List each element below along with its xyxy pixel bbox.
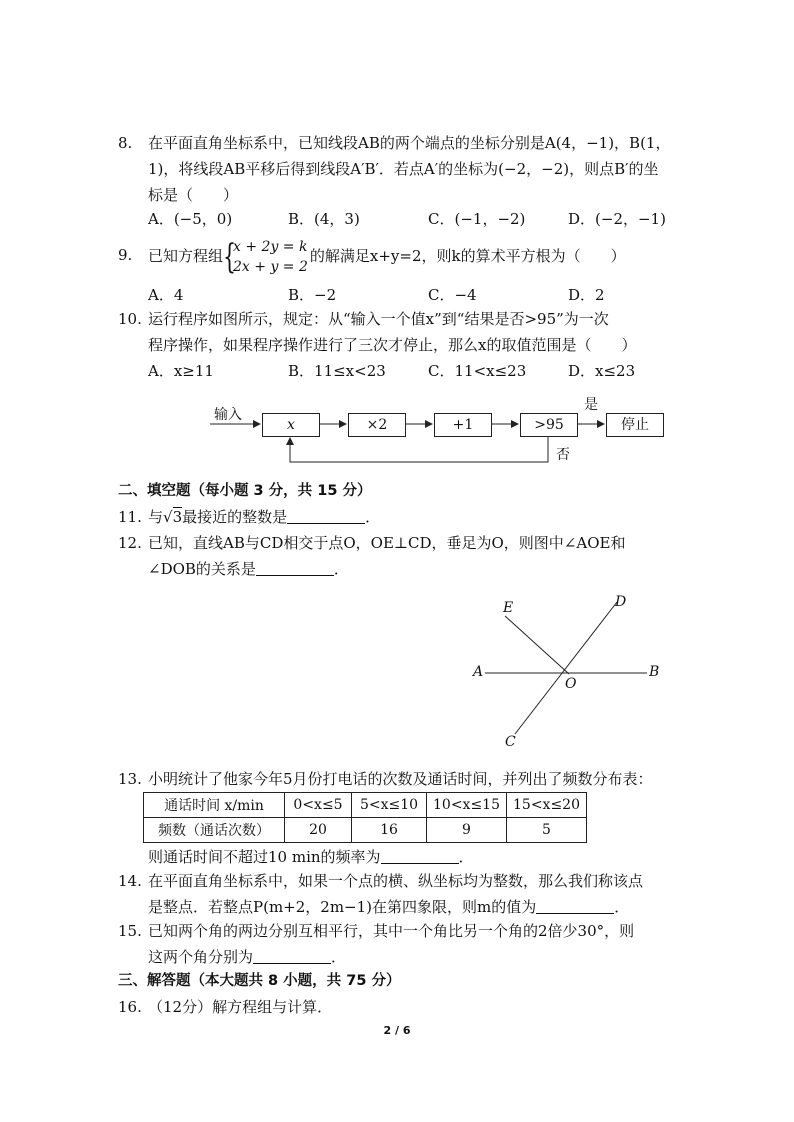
line-cd — [515, 602, 617, 734]
question-number: 11. — [118, 508, 142, 526]
equation-system — [223, 237, 308, 277]
question-text-line: 在平面直角坐标系中，已知线段AB的两个端点的坐标分别是A(4，−1)，B(1， — [148, 134, 671, 152]
question-9 — [118, 236, 678, 277]
question-text: 最接近的整数是 — [182, 508, 288, 526]
options-9 — [148, 282, 688, 308]
question-text: ． — [333, 560, 349, 578]
question-16 — [118, 994, 678, 1020]
question-12 — [118, 530, 678, 582]
question-number: 14. — [118, 872, 142, 890]
table-cell: 0<x≤5 — [285, 793, 352, 818]
option-d: D．(−2，−1) — [568, 210, 666, 228]
flow-no-label: 否 — [556, 447, 570, 463]
flow-yes-label: 是 — [584, 397, 598, 413]
flow-box-multiply: ×2 — [348, 413, 406, 437]
table-cell: 20 — [285, 818, 352, 843]
option-d: D．x≤23 — [568, 362, 636, 380]
table-cell: 5 — [507, 818, 587, 843]
question-8 — [118, 130, 678, 208]
question-text: 与 — [148, 508, 164, 526]
table-cell: 频数（通话次数） — [144, 818, 285, 843]
answer-blank — [253, 947, 331, 964]
flow-box-input-x: x — [262, 413, 320, 437]
question-10 — [118, 306, 678, 358]
question-11 — [118, 504, 678, 530]
question-text-line: 已知两个角的两边分别互相平行，其中一个角比另一个角的2倍少30°，则 — [148, 922, 635, 940]
question-text-line: 标是（ ） — [148, 186, 239, 204]
question-text-line: （12分）解方程组与计算． — [148, 998, 333, 1016]
question-text: ． — [365, 508, 381, 526]
question-text-line: ∠DOB的关系是 — [148, 560, 256, 578]
label-c: C — [505, 734, 516, 750]
radicand: 3 — [172, 508, 183, 526]
table-row — [144, 818, 587, 843]
option-b: B．(4，3) — [288, 210, 360, 228]
question-text-line: 在平面直角坐标系中，如果一个点的横、纵坐标均为整数，那么我们称该点 — [148, 872, 644, 890]
question-text: ． — [614, 898, 630, 916]
question-text: ． — [458, 848, 474, 866]
table-cell: 16 — [352, 818, 427, 843]
question-14 — [118, 868, 678, 920]
answer-blank — [256, 559, 334, 576]
equation-1: x + 2y = k — [233, 239, 308, 255]
section-2-title: 二、填空题（每小题 3 分，共 15 分） — [118, 483, 372, 499]
option-b: B．11≤x<23 — [288, 362, 386, 380]
table-cell: 15<x≤20 — [507, 793, 587, 818]
question-text: ． — [331, 948, 347, 966]
page-number: 2 / 6 — [383, 1024, 411, 1037]
question-text-line: 小明统计了他家今年5月份打电话的次数及通话时间，并列出了频数分布表： — [148, 770, 653, 788]
question-number: 12. — [118, 534, 142, 552]
option-a: A．4 — [148, 286, 184, 304]
question-text-line: 程序操作，如果程序操作进行了三次才停止，那么x的取值范围是（ ） — [148, 336, 637, 354]
question-text-line: 是整点．若整点P(m+2，2m−1)在第四象限，则m的值为 — [148, 898, 537, 916]
frequency-table — [143, 792, 587, 843]
question-number: 15. — [118, 922, 142, 940]
flow-box-compare: >95 — [520, 413, 578, 437]
question-number: 13. — [118, 770, 142, 788]
label-b: B — [649, 664, 660, 680]
question-text: 的解满足x+y=2，则k的算术平方根为（ ） — [309, 247, 626, 265]
table-header-row — [144, 793, 587, 818]
table-cell: 通话时间 x/min — [144, 793, 285, 818]
label-d: D — [615, 594, 627, 610]
answer-blank — [381, 847, 459, 864]
question-text-line: 这两个角分别为 — [148, 948, 254, 966]
question-text: 已知方程组 — [148, 247, 224, 265]
label-a: A — [473, 664, 484, 680]
flow-input-label: 输入 — [214, 407, 242, 423]
table-cell: 9 — [427, 818, 507, 843]
question-13 — [118, 766, 678, 792]
question-text-line: 已知，直线AB与CD相交于点O，OE⊥CD，垂足为O，则图中∠AOE和 — [148, 534, 626, 552]
option-b: B．−2 — [288, 286, 337, 304]
option-a: A．(−5，0) — [148, 210, 233, 228]
option-c: C．−4 — [428, 286, 477, 304]
question-text-line: 则通话时间不超过10 min的频率为 — [148, 848, 381, 866]
program-flowchart — [200, 398, 680, 468]
answer-blank — [536, 897, 614, 914]
option-c: C．11<x≤23 — [428, 362, 527, 380]
options-10 — [148, 358, 688, 384]
intersecting-lines-figure — [465, 588, 665, 753]
brace-icon: { — [223, 237, 236, 277]
arrow-loop-back — [290, 436, 548, 462]
table-cell: 10<x≤15 — [427, 793, 507, 818]
equation-2: 2x + y = 2 — [233, 259, 308, 275]
section-3-title: 三、解答题（本大题共 8 小题，共 75 分） — [118, 973, 401, 989]
question-number: 16. — [118, 998, 142, 1016]
question-text-line: 运行程序如图所示，规定：从“输入一个值x”到“结果是否>95”为一次 — [148, 310, 609, 328]
question-text-line: 1)，将线段AB平移后得到线段A′B′．若点A′的坐标为(−2，−2)，则点B′的坐 — [148, 160, 659, 178]
label-e: E — [503, 600, 514, 616]
question-13-continued — [118, 844, 678, 870]
options-8 — [148, 206, 688, 232]
question-number: 9. — [118, 246, 133, 264]
label-o: O — [565, 676, 577, 692]
option-c: C．(−1，−2) — [428, 210, 526, 228]
geometry-lines — [465, 588, 665, 753]
option-d: D．2 — [568, 286, 605, 304]
table-cell: 5<x≤10 — [352, 793, 427, 818]
flow-box-add: +1 — [434, 413, 492, 437]
flow-box-stop: 停止 — [606, 413, 664, 437]
question-15 — [118, 918, 678, 970]
option-a: A．x≥11 — [148, 362, 214, 380]
question-number: 8. — [118, 134, 133, 152]
question-number: 10. — [118, 310, 142, 328]
ray-oe — [505, 616, 569, 674]
answer-blank — [287, 507, 365, 524]
sqrt-symbol-icon: √ — [163, 508, 173, 526]
